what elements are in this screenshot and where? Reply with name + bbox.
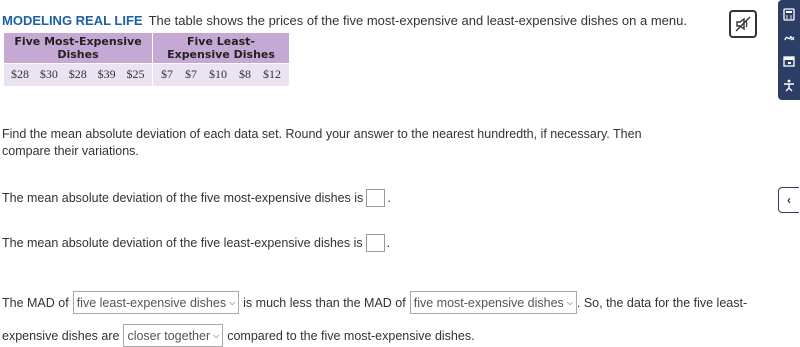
accessibility-button[interactable]	[778, 75, 800, 95]
comparison-text-1: The MAD of	[2, 295, 69, 310]
question-text: Find the mean absolute deviation of each data set. Round your answer to the nearest hundredth, if necessary. Then compare their variations.	[2, 127, 642, 158]
calendar-button[interactable]	[778, 51, 800, 71]
calendar-icon	[783, 55, 795, 67]
conclusion-line	[2, 324, 475, 347]
header-least-expensive: Five Least-Expensive Dishes	[153, 33, 290, 64]
mad-least-prompt: The mean absolute deviation of the five least-expensive dishes is	[2, 236, 363, 250]
formula-icon	[783, 31, 796, 43]
chevron-down-icon: ⌵	[229, 297, 236, 307]
collapse-panel-button[interactable]	[778, 187, 799, 213]
select-value: five least-expensive dishes	[76, 295, 227, 310]
dataset-select-1[interactable]	[73, 291, 239, 314]
comparison-text-3: . So, the data for the five least-	[576, 295, 748, 310]
value-cell: $8	[239, 67, 251, 81]
value-cell: $28	[68, 67, 87, 81]
mad-least-line	[2, 234, 390, 252]
value-cell: $30	[39, 67, 58, 81]
formula-button[interactable]	[778, 27, 800, 47]
value-cell: $10	[209, 67, 227, 81]
tool-rail	[778, 0, 800, 100]
header-most-expensive: Five Most-Expensive Dishes	[4, 33, 153, 64]
calculator-icon	[783, 8, 795, 21]
value-cell: $12	[263, 67, 281, 81]
chevron-down-icon: ⌵	[566, 297, 573, 307]
modeling-label: MODELING REAL LIFE	[2, 13, 143, 28]
spread-select[interactable]	[123, 324, 223, 347]
value-cell: $7	[161, 67, 173, 81]
calculator-button[interactable]	[778, 4, 800, 24]
mad-most-line	[2, 189, 391, 207]
period: .	[386, 236, 391, 250]
value-cell: $7	[185, 67, 197, 81]
period: .	[387, 191, 391, 205]
comparison-text-2: is much less than the MAD of	[243, 295, 406, 310]
least-expensive-values	[153, 64, 290, 87]
problem-intro	[2, 13, 687, 28]
chevron-left-icon: ‹	[787, 193, 791, 207]
value-cell: $25	[126, 67, 145, 81]
accessibility-icon	[783, 79, 795, 92]
most-expensive-values	[4, 64, 153, 87]
prices-table	[3, 32, 290, 86]
conclusion-text-1: expensive dishes are	[2, 328, 120, 343]
audio-toggle-button[interactable]	[729, 10, 757, 38]
conclusion-text-2: compared to the five most-expensive dishes.	[227, 328, 475, 343]
intro-text: The table shows the prices of the five most-expensive and least-expensive dishes on a menu.	[148, 13, 687, 28]
chevron-down-icon: ⌵	[213, 330, 220, 340]
select-value: closer together	[127, 328, 211, 343]
dataset-select-2[interactable]	[410, 291, 577, 314]
audio-off-icon	[734, 15, 752, 33]
comparison-line	[2, 291, 747, 314]
value-cell: $28	[10, 67, 29, 81]
mad-most-input[interactable]	[366, 189, 385, 207]
value-cell: $39	[97, 67, 116, 81]
select-value: five most-expensive dishes	[413, 295, 564, 310]
mad-least-input[interactable]	[366, 234, 385, 252]
mad-most-prompt: The mean absolute deviation of the five most-expensive dishes is	[2, 191, 364, 205]
